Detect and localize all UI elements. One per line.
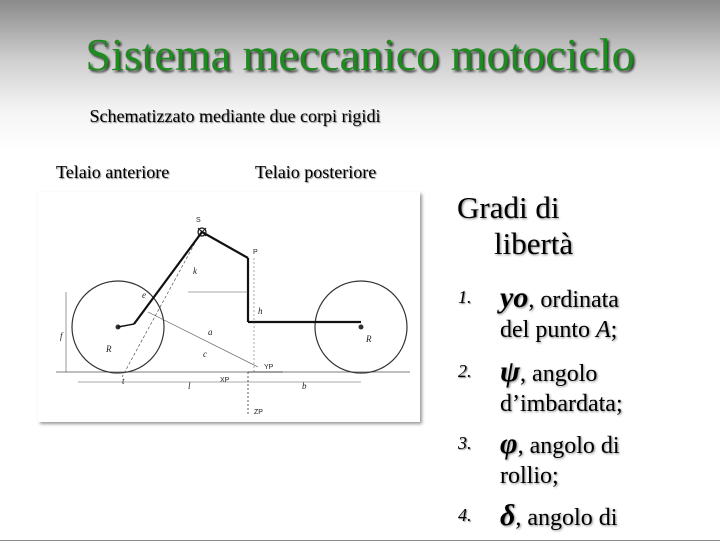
label-R-front: R (106, 344, 112, 354)
dof-heading (457, 190, 707, 262)
label-a: a (208, 327, 213, 337)
label-t: t (122, 376, 125, 386)
label-b: b (302, 381, 307, 391)
steering-axis (122, 230, 202, 377)
dof-item (458, 501, 720, 541)
label-e: e (142, 290, 146, 300)
dof-symbol-yo: yo (500, 281, 529, 314)
motorcycle-schematic (38, 192, 420, 422)
label-top: S (196, 217, 201, 224)
label-YP: YP (264, 364, 274, 371)
label-R-rear: R (366, 334, 372, 344)
dof-item-text-2: rollio; (500, 463, 559, 489)
label-k: k (193, 266, 197, 276)
label-ZP: ZP (254, 409, 263, 416)
label-c: c (203, 349, 207, 359)
slide-title: Sistema meccanico motociclo (85, 29, 635, 80)
front-fork (134, 232, 202, 324)
dof-item (458, 429, 720, 501)
dof-item-point: A (596, 317, 611, 343)
dof-item-end: ; (610, 317, 618, 343)
rear-wheel-hub (359, 325, 364, 330)
front-frame-label: Telaio anteriore (56, 162, 170, 182)
fork-offset (118, 324, 134, 327)
dof-item-text-2: d’imbardata; (500, 391, 623, 417)
dof-item-number: 4. (458, 505, 472, 525)
dof-item-text: , ordinata (528, 287, 619, 313)
motorcycle-diagram (38, 192, 420, 422)
dof-item-text: , angolo di (515, 505, 618, 531)
dof-list (458, 283, 720, 541)
label-XP: XP (220, 377, 230, 384)
dof-symbol-delta: δ (500, 499, 516, 532)
dof-heading-line1: Gradi di (457, 190, 560, 225)
dof-item-text: , angolo di (517, 433, 620, 459)
label-P: P (253, 249, 258, 256)
dof-symbol-psi: ψ (500, 355, 521, 388)
label-h: h (258, 306, 263, 316)
dof-heading-line2: libertà (494, 226, 574, 261)
dof-item-number: 1. (458, 287, 472, 307)
label-f: f (60, 331, 63, 341)
label-l: l (188, 381, 191, 391)
dof-item-text-2: del punto (500, 317, 596, 343)
dof-item (458, 357, 720, 429)
dof-item-number: 2. (458, 361, 472, 381)
rear-frame-label: Telaio posteriore (255, 162, 377, 182)
dof-item-number: 3. (458, 433, 472, 453)
dof-item-text: , angolo (520, 361, 598, 387)
dof-item (458, 283, 720, 357)
dof-symbol-phi: φ (500, 427, 518, 460)
slide-subtitle: Schematizzato mediante due corpi rigidi (89, 106, 381, 126)
front-frame-link (202, 232, 248, 258)
